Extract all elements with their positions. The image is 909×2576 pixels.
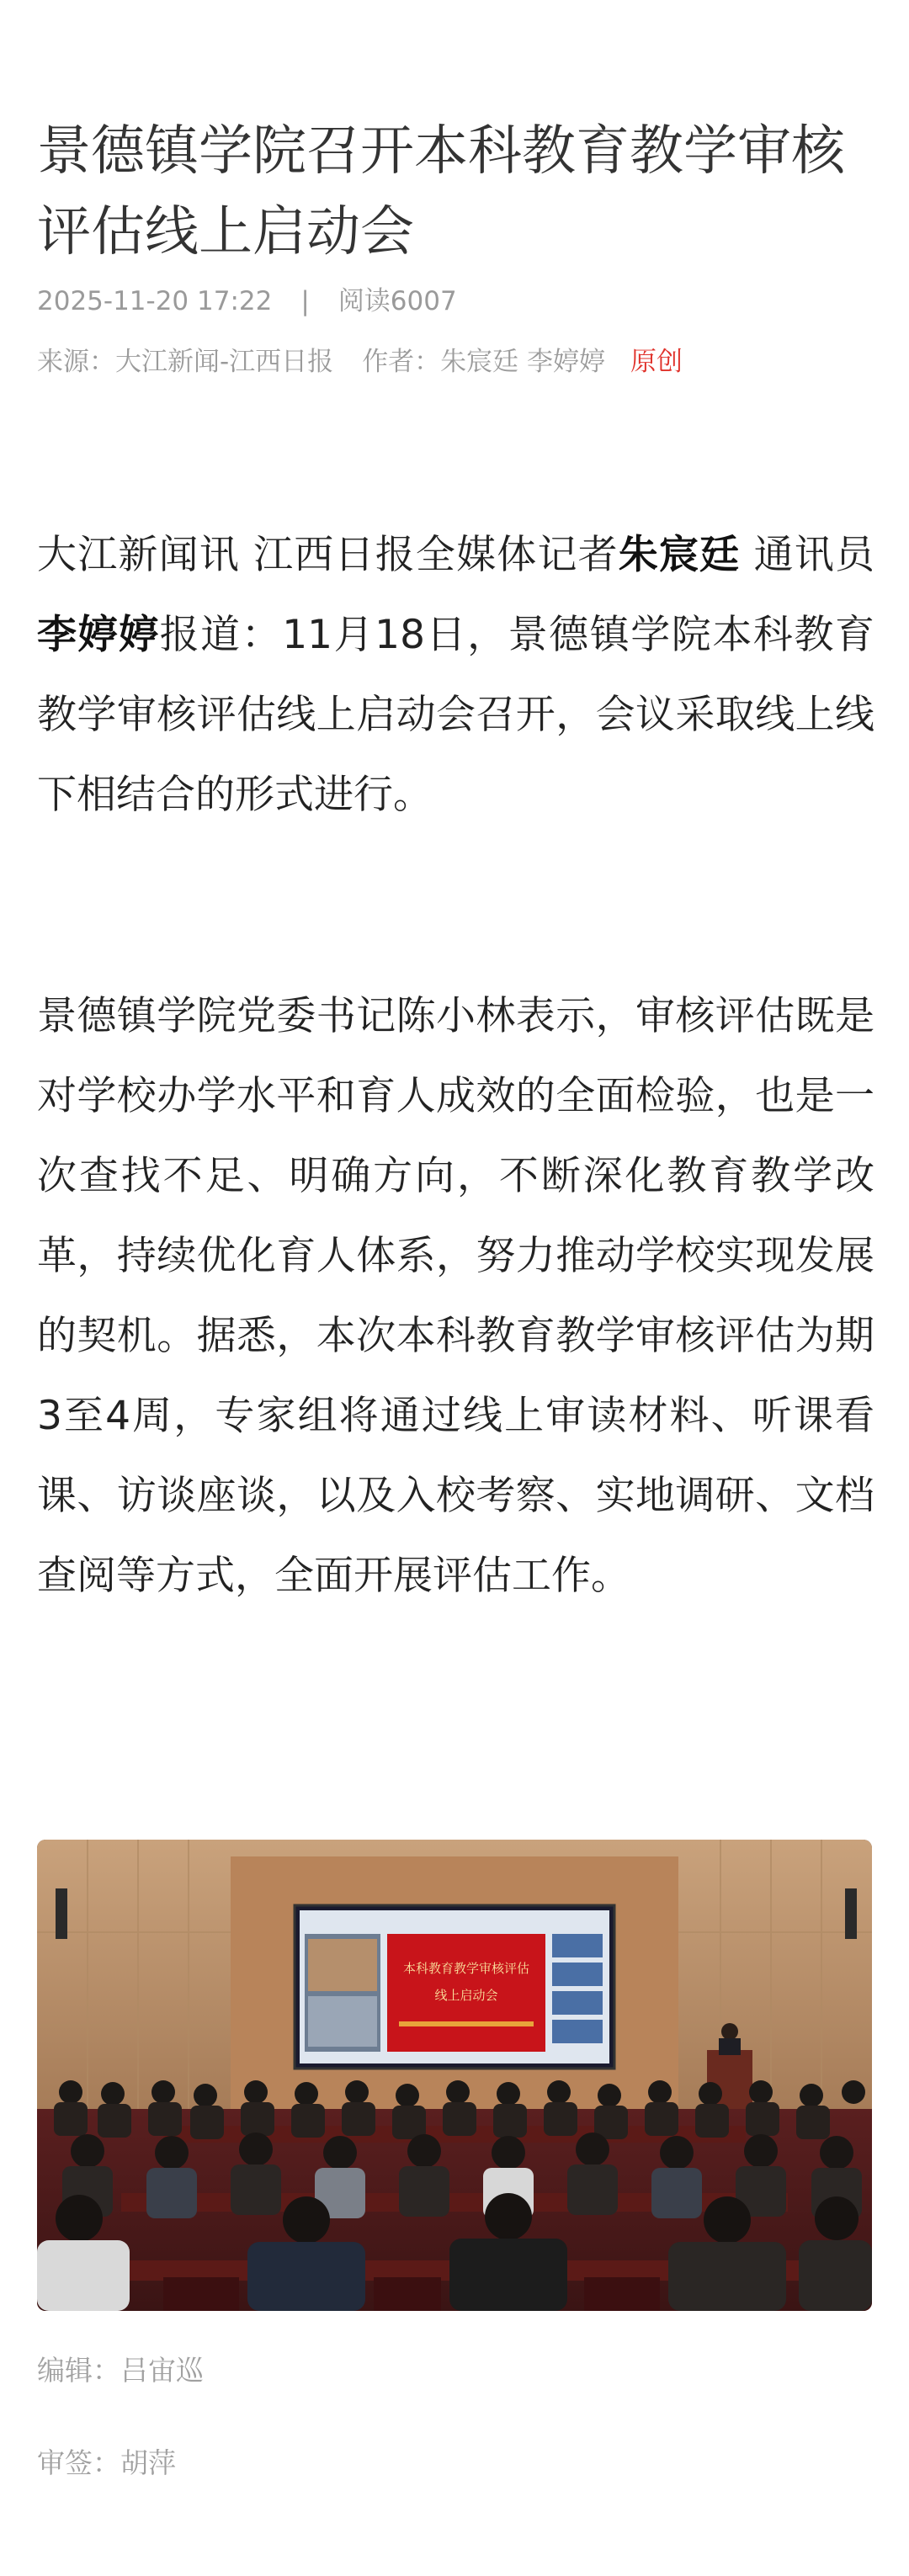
read-count: 阅读6007 xyxy=(338,286,457,316)
publish-date: 2025-11-20 17:22 xyxy=(37,286,273,316)
meta-separator: | xyxy=(300,286,310,316)
article-source: 来源：大江新闻-江西日报 xyxy=(37,347,334,377)
reporter-name: 朱宸廷 xyxy=(618,532,741,578)
article-author: 作者：朱宸廷 李婷婷 xyxy=(362,347,606,377)
article-title: 景德镇学院召开本科教育教学审核评估线上启动会 xyxy=(37,120,845,263)
paragraph-1-body: 报道：11月18日，景德镇学院本科教育教学审核评估线上启动会召开，会议采取线上线下相结合的形式进行。 xyxy=(37,612,874,818)
paragraph-1-mid: 通讯员 xyxy=(740,532,874,578)
reviewer-credit: 审签：胡萍 xyxy=(37,2446,176,2479)
editor-credit: 编辑：吕宙巡 xyxy=(37,2354,204,2387)
article-source-row xyxy=(37,343,683,380)
correspondent-name: 李婷婷 xyxy=(37,612,160,658)
article-paragraph-2: 景德镇学院党委书记陈小林表示，审核评估既是对学校办学水平和育人成效的全面检验，也是一次查找不足、明确方向，不断深化教育教学改革，持续优化育人体系，努力推动学校实现发展的契机。据悉，本次本科教育教学审核评估为期3至4周，专家组将通过线上审读材料、听课看课、访谈座谈，以及入校考察、实地调研、文档查阅等方式，全面开展评估工作。 xyxy=(37,993,874,1599)
original-badge: 原创 xyxy=(630,347,683,377)
article-meta-row xyxy=(37,283,457,320)
screen-title-line1: 本科教育教学审核评估 xyxy=(402,1961,530,1976)
screen-title-line2: 线上启动会 xyxy=(434,1988,498,2003)
paragraph-1-lead: 大江新闻讯 江西日报全媒体记者 xyxy=(37,532,619,578)
meeting-photo[interactable] xyxy=(37,1840,872,2311)
article-paragraph-1 xyxy=(37,515,874,835)
